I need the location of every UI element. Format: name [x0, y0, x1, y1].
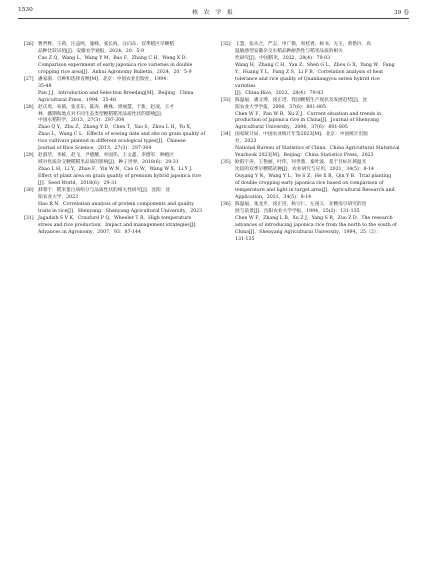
reference-item: [24, 105, 206, 154]
reference-line: temperature and light in target area[J]．Agricultural Research and: [235, 188, 395, 194]
reference-text: [235, 160, 401, 202]
reference-line: Chen W F，Zhang L B，Xu Z J，Yang S R，Zuo Z D．The research: [235, 215, 393, 221]
reference-line: 性研究[J]．中国稻米，2022，28(4)：79-83: [235, 55, 331, 61]
reference-line: China[J]．Shenyang Agricultural University，1994，25（2）：: [235, 229, 381, 235]
reference-line: 赵淑华，李栋，赵飞，尹德耀，单国伟，王文鑫，李德军．种植区: [38, 153, 174, 159]
reference-line: 陈温福，潘文博，徐正进．我国粳稻生产现状及发展趋势[J]．沈: [235, 97, 368, 103]
reference-line: Cao Z Q，Wang L，Wang Y M，Bao F，Zhang C H，Wang X D．: [38, 55, 191, 61]
reference-line: Hao R N．Correlation analysis of protein components and quality: [38, 201, 194, 207]
reference-line: Yearbook 2023[M]．Beijing：China Statistics Press，2023: [235, 153, 374, 159]
reference-line: 温敏感型安徽杂交水稻品种耐热性与稻米品质的相关: [235, 48, 343, 54]
reference-text: [38, 42, 206, 77]
reference-line: 阳农业大学，2023: [38, 194, 79, 200]
reference-line: 中国水稻科学，2013，27(3)：297-304: [38, 118, 125, 124]
reference-line: 品种比较试验[J]．安徽农学通报，2024，20：5-9: [38, 48, 144, 54]
reference-text: [235, 42, 401, 98]
reference-item: [221, 160, 401, 202]
reference-line: Comparison experiment of early japonica rice varieties in double: [38, 62, 193, 68]
reference-line: Pan J J．Introduction and Selection Breeding[M]．Beijing：China: [38, 90, 194, 96]
reference-number: [28]: [24, 104, 34, 110]
reference-text: [38, 216, 206, 237]
reference-line: 王慧，张从合，严志，申广勒，周桂香，杨书，方玉，黄艳玲．高: [235, 42, 371, 47]
reference-line: 郝蓉宇．稻米蛋白质组分与品质性状的相关性研究[J]．沈阳：沈: [38, 188, 171, 194]
reference-number: [36]: [221, 201, 231, 207]
reference-line: Wang H，Zhang C H，Yan Z，Shen G L，Zhou G X，Yang W，Fang: [235, 62, 395, 68]
reference-line: 展与前景[J]．沈阳农业大学学报，1994，25(2)：131-135: [235, 208, 360, 214]
reference-line: advances of introducing japonica rice from the north to the south of: [235, 222, 397, 228]
reference-line: Chen W F，Pan W B，Xu Z J．Current situation and trends in: [235, 111, 382, 117]
reference-line: 阳农业大学学报，2006，37(6)：801-805: [235, 104, 326, 110]
reference-line: Ouyang Y N，Wang Y L，Ye S Z，He X B，Qin Y B．Trial planting: [235, 174, 392, 180]
reference-item: [24, 188, 206, 216]
reference-line: Zhao L，Wang C L．Effects of sowing date and site on grain quality of: [38, 132, 206, 138]
reference-text: [38, 153, 206, 188]
reference-line: 林．播期和地点对不同生态类型粳稻稻米品质性状的影响[J]．: [38, 111, 166, 117]
reference-line: 潘家驹．引种和选择育种[M]．北京：中国农业出版社，1994：: [38, 76, 171, 82]
reference-line: traits in rice[J]．Shenyang：Shenyang Agricultural University，2023: [38, 208, 203, 214]
reference-item: [24, 153, 206, 188]
reference-line: 比较的双季早粳稻试种[J]．农业研究与应用，2021，34(5)：8-14: [235, 167, 375, 173]
reference-text: [38, 188, 206, 216]
reference-line: Journal of Rice Science，2013，27(3)：297-304: [38, 146, 152, 152]
page-number: 1530: [18, 7, 33, 13]
reference-column-left: [24, 42, 206, 237]
reference-column-right: [221, 42, 401, 244]
reference-line: 曹哲桦，王莉，汪益鸣，施峰，张长海，汪向东．双季稻区早粳稻: [38, 42, 174, 47]
reference-item: [221, 132, 401, 160]
reference-line: stress and rice production：Impact and management strategies[J]．: [38, 222, 200, 228]
reference-number: [33]: [221, 97, 231, 103]
reference-number: [34]: [221, 132, 231, 138]
reference-item: [24, 77, 206, 105]
reference-item: [24, 216, 206, 237]
reference-item: [221, 202, 401, 244]
reference-text: [235, 98, 401, 133]
reference-line: Agricultural University，2006，37(6)：801-805: [235, 125, 348, 131]
reference-item: [221, 42, 401, 98]
reference-line: 欧阳宇涛，王艳丽，叶伟，何世鼎，秦叶波．基于目标区域温光: [235, 160, 367, 166]
reference-line: Agricultural Press，1994：35-48: [38, 97, 116, 103]
reference-line: Zhao L H，Li Y，Zhao F，Yin W N，Cao G W，Wang W X，Li Y J．: [38, 167, 196, 173]
reference-line: Advances in Agronomy，2007，93：87-144: [38, 229, 141, 235]
reference-line: 陈温福，张龙步，徐正进，杨守仁，左国义．北粳南引研究的进: [235, 201, 367, 207]
reference-line: 35-48: [38, 83, 52, 89]
reference-line: Jagadish S V K，Craufurd P Q，Wheeler T R．High temperature: [38, 215, 192, 221]
reference-line: of double cropping early japonica rice based on comparison of: [235, 181, 384, 187]
reference-line: 域对优质杂交粳稻稻米品质的影响[J]．种子世界，2018(6)：29-31: [38, 160, 179, 166]
reference-number: [32]: [221, 42, 231, 47]
reference-text: [38, 77, 206, 105]
reference-line: 社，2023: [235, 139, 257, 145]
reference-text: [38, 105, 206, 154]
reference-text: [235, 132, 401, 160]
reference-number: [30]: [24, 188, 34, 194]
reference-line: [J]．Seed World，2018(6)：29-31: [38, 181, 117, 187]
reference-number: [27]: [24, 76, 34, 82]
reference-text: [235, 202, 401, 244]
reference-item: [221, 98, 401, 133]
reference-line: cropping rice area[J]．Anhui Agronomy Bulletin，2024，20：5-9: [38, 69, 192, 75]
reference-line: Y，Huang Y L，Fang Z S，Li F B．Correlation analysis of heat: [235, 69, 384, 75]
reference-line: Effect of plant area on grain quality of premium hybrid japonica rice: [38, 174, 202, 180]
reference-item: [24, 42, 206, 77]
reference-number: [29]: [24, 153, 34, 159]
reference-line: 131-135: [235, 236, 255, 242]
journal-title: 核 农 学 报: [192, 10, 235, 16]
reference-line: 国家统计局．中国农业统计年鉴2023[M]．北京：中国统计出版: [235, 132, 368, 138]
reference-line: tolerance and rice quality of Quanliangyou series hybrid rice varieties: [235, 76, 380, 89]
reference-number: [26]: [24, 42, 34, 47]
volume-label: 39 卷: [393, 10, 409, 16]
reference-line: production of japonica rice in China[J]．Journal of Shenyang: [235, 118, 380, 124]
reference-number: [35]: [221, 160, 231, 166]
reference-line: [J]．China Rice，2022，28(4)：79-83: [235, 90, 324, 96]
reference-line: rice cultivars planted in different ecological types[J]．Chinese: [38, 139, 186, 145]
reference-number: [31]: [24, 215, 34, 221]
page-header: [18, 6, 409, 19]
reference-line: Zhao Q Y，Zhu Z，Zhang Y D，Chen T，Yao S，Zhou L H，Yu X，: [38, 125, 195, 131]
reference-line: National Bureau of Statistics of China．China Agricultural Statistical: [235, 146, 400, 152]
reference-line: 赵庆勇，朱镇，张亚东，陈涛，姚姝，周丽慧，于新，赵凌，王才: [38, 104, 174, 110]
reference-line: Application，2021，34(5)：8-14: [235, 194, 312, 200]
